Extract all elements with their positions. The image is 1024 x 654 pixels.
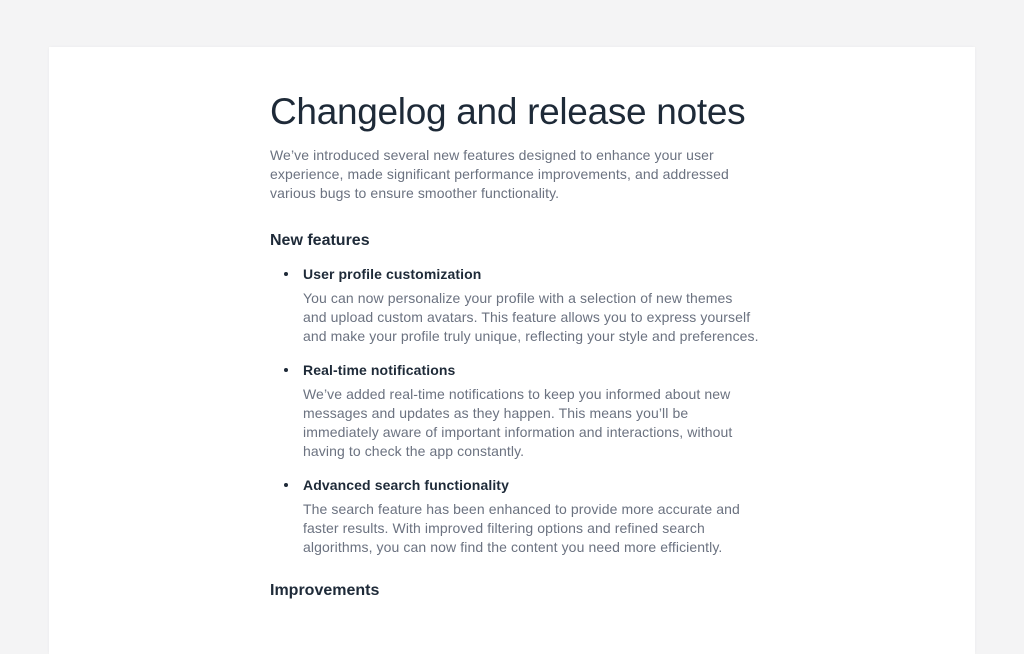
feature-description: The search feature has been enhanced to provide more accurate and faster results. With improved filtering options and refined search algorithms, you can now find the content you need more efficiently. (303, 501, 740, 555)
feature-list (270, 264, 760, 557)
list-item (270, 264, 760, 346)
list-item (270, 360, 760, 461)
content-card (49, 47, 975, 654)
feature-title: Advanced search functionality (303, 477, 509, 493)
intro-paragraph: We’ve introduced several new features designed to enhance your user experience, made significant performance improvements, and addressed various bugs to ensure smoother functionality. (270, 147, 729, 201)
bullet-icon (284, 272, 288, 276)
section-heading-new-features: New features (270, 232, 370, 249)
article (270, 90, 760, 600)
list-item (270, 475, 760, 557)
feature-title: User profile customization (303, 266, 482, 282)
feature-description: You can now personalize your profile with a selection of new themes and upload custom avatars. This feature allows you to express yourself and make your profile truly unique, reflecting your style and preferences. (303, 290, 759, 344)
section-heading-improvements: Improvements (270, 582, 380, 599)
bullet-icon (284, 368, 288, 372)
page-title: Changelog and release notes (270, 91, 746, 132)
feature-description: We’ve added real-time notifications to keep you informed about new messages and updates as they happen. This means you’ll be immediately aware of important information and interactions, without having to check the app constantly. (303, 386, 733, 459)
bullet-icon (284, 483, 288, 487)
feature-title: Real-time notifications (303, 362, 456, 378)
